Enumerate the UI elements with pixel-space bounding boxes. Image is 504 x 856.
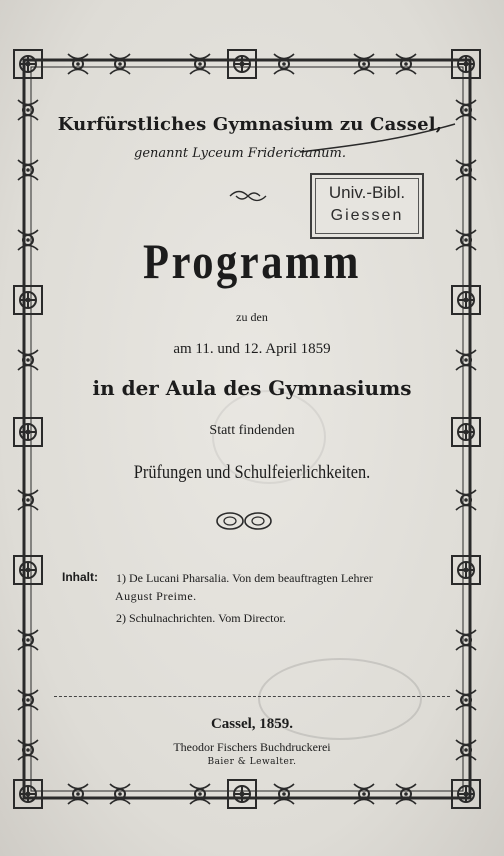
small-flourish-ornament [228, 189, 268, 203]
school-subtitle: genannt Lyceum Fridericianum. [134, 146, 346, 161]
center-ornament [214, 510, 274, 532]
library-stamp [310, 173, 424, 239]
document-title: Programm [143, 233, 361, 289]
event-location: in der Aula des Gymnasiums [92, 376, 412, 400]
statt-findenden-text: Statt findenden [209, 423, 295, 438]
stamp-text-line2: Giessen [330, 207, 404, 224]
event-date: am 11. und 12. April 1859 [173, 341, 331, 357]
imprint-printer-sub: Baier & Lewalter. [207, 757, 297, 767]
contents-label: Inhalt: [62, 570, 98, 584]
contents-item-1: 1) De Lucani Pharsalia. Von dem beauftragten Lehrer [116, 571, 373, 585]
event-description: Prüfungen und Schulfeierlichkeiten. [133, 462, 371, 483]
contents-item-1-author: August Preime. [115, 589, 197, 603]
stamp-text-line1: Univ.-Bibl. [328, 183, 406, 202]
imprint-city-year: Cassel, 1859. [210, 716, 294, 732]
contents-item-2: 2) Schulnachrichten. Vom Director. [116, 611, 286, 625]
zu-den-text: zu den [236, 310, 268, 324]
imprint-printer: Theodor Fischers Buchdruckerei [173, 740, 331, 754]
school-name: Kurfürstliches Gymnasium zu Cassel, [57, 114, 443, 135]
